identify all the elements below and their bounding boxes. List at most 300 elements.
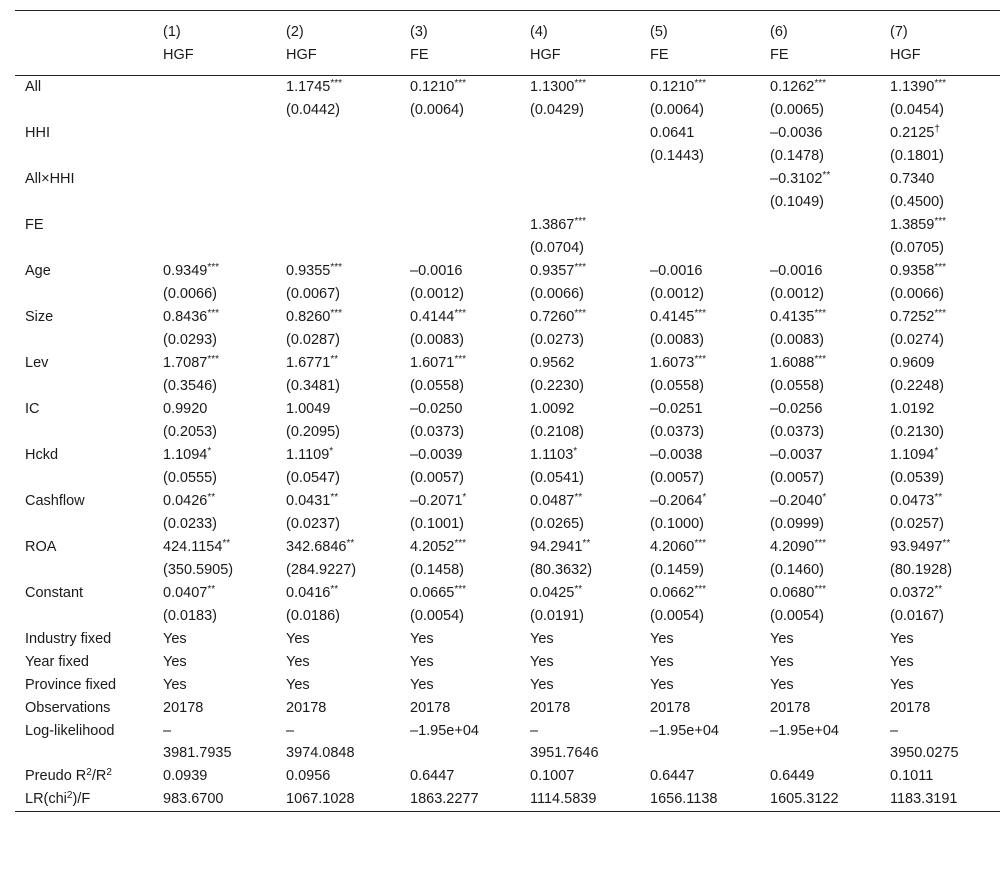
- year-fixed-row: [15, 651, 1000, 674]
- coef-cell: [520, 398, 640, 421]
- coef-value: 0.8436: [163, 309, 208, 325]
- row-label-empty: [15, 237, 153, 260]
- coef-cell: [640, 582, 760, 605]
- coef-value: 0.4145: [650, 309, 695, 325]
- standard-error-cell: (0.0054): [410, 608, 465, 624]
- standard-error-cell: (0.1478): [770, 148, 825, 164]
- significance-mark: ***: [330, 308, 343, 319]
- standard-error-cell: (0.0066): [530, 286, 585, 302]
- se-row: [15, 467, 1000, 490]
- cell: 0.0956: [286, 768, 331, 784]
- coef-value: 0.0431: [286, 493, 331, 509]
- coef-value: –0.0037: [770, 447, 823, 463]
- standard-error-cell: (0.1460): [770, 562, 825, 578]
- coef-cell: [153, 306, 276, 329]
- coef-cell: [640, 122, 760, 145]
- significance-mark: ***: [694, 78, 707, 89]
- row-label-empty: [15, 421, 153, 444]
- standard-error-cell: [640, 191, 760, 214]
- significance-mark: *: [329, 446, 334, 457]
- significance-mark: ***: [207, 308, 220, 319]
- standard-error-cell: [400, 237, 520, 260]
- coef-value: 0.0680: [770, 585, 815, 601]
- significance-mark: ***: [694, 584, 707, 595]
- model-name: FE: [760, 42, 880, 76]
- coef-value: 0.7340: [890, 171, 935, 187]
- coef-cell: [640, 260, 760, 283]
- coef-value: –0.0016: [410, 263, 463, 279]
- significance-mark: ***: [330, 78, 343, 89]
- significance-mark: **: [582, 538, 591, 549]
- standard-error-cell: (0.0057): [410, 470, 465, 486]
- cell: Yes: [530, 631, 554, 647]
- coef-row: [15, 76, 1000, 100]
- coef-value: –0.0038: [650, 447, 703, 463]
- standard-error-cell: (0.0555): [163, 470, 218, 486]
- coef-cell: [400, 214, 520, 237]
- coef-row: [15, 352, 1000, 375]
- significance-mark: ***: [574, 308, 587, 319]
- coef-cell: [520, 76, 640, 100]
- significance-mark: ***: [694, 354, 707, 365]
- standard-error-cell: (0.1443): [650, 148, 705, 164]
- coef-cell: [153, 582, 276, 605]
- model-name: HGF: [880, 42, 1000, 76]
- cell: 20178: [770, 700, 811, 716]
- coef-cell: [880, 122, 1000, 145]
- header-corner: [15, 42, 153, 76]
- coef-value: –0.2071: [410, 493, 463, 509]
- coef-value: 0.9357: [530, 263, 575, 279]
- coef-value: 0.0487: [530, 493, 575, 509]
- coef-cell: [400, 490, 520, 513]
- se-row: [15, 559, 1000, 582]
- coef-row: [15, 122, 1000, 145]
- cell: Yes: [163, 631, 187, 647]
- cell: 20178: [410, 700, 451, 716]
- coef-cell: [400, 76, 520, 100]
- coef-row: [15, 168, 1000, 191]
- significance-mark: ***: [454, 584, 467, 595]
- cell: 20178: [530, 700, 571, 716]
- coef-value: –0.2064: [650, 493, 703, 509]
- standard-error-cell: (0.2108): [530, 424, 585, 440]
- header-row-numbers: [15, 11, 1000, 43]
- coef-value: 1.1103: [530, 447, 574, 463]
- coef-value: 0.7260: [530, 309, 575, 325]
- row-label: LR(chi$^2$)/F: [15, 788, 153, 812]
- significance-mark: ***: [694, 308, 707, 319]
- coef-cell: [400, 122, 520, 145]
- cell: – 3951.7646: [530, 723, 599, 761]
- significance-mark: ***: [330, 262, 343, 273]
- standard-error-cell: (0.0287): [286, 332, 341, 348]
- coef-value: 0.0416: [286, 585, 331, 601]
- coefficient-rows: [15, 76, 1000, 629]
- coef-cell: [760, 352, 880, 375]
- coef-cell: [760, 582, 880, 605]
- coef-cell: [153, 444, 276, 467]
- standard-error-cell: (0.0065): [770, 102, 825, 118]
- significance-mark: **: [942, 538, 951, 549]
- column-number: (7): [880, 11, 1000, 43]
- coef-value: 0.4135: [770, 309, 815, 325]
- coef-cell: [880, 214, 1000, 237]
- significance-mark: **: [207, 584, 216, 595]
- standard-error-cell: (0.1458): [410, 562, 465, 578]
- regression-table: [15, 10, 1000, 812]
- row-label: All×HHI: [25, 171, 75, 187]
- coef-cell: [880, 398, 1000, 421]
- standard-error-cell: (0.3481): [286, 378, 341, 394]
- significance-mark: **: [330, 354, 339, 365]
- row-label-empty: [15, 283, 153, 306]
- standard-error-cell: (0.2230): [530, 378, 585, 394]
- coef-value: 0.0641: [650, 125, 695, 141]
- coef-value: –0.0016: [650, 263, 703, 279]
- cell: 0.1007: [530, 768, 575, 784]
- standard-error-cell: (0.1459): [650, 562, 705, 578]
- row-label-empty: [15, 605, 153, 628]
- cell: 0.6447: [410, 768, 455, 784]
- standard-error-cell: (0.0705): [890, 240, 945, 256]
- coef-cell: [400, 168, 520, 191]
- significance-mark: ***: [207, 354, 220, 365]
- significance-mark: *: [573, 446, 578, 457]
- coef-cell: [880, 444, 1000, 467]
- coef-cell: [760, 490, 880, 513]
- se-row: [15, 513, 1000, 536]
- coef-cell: [880, 582, 1000, 605]
- coef-cell: [880, 352, 1000, 375]
- model-name: FE: [400, 42, 520, 76]
- significance-mark: ***: [934, 78, 947, 89]
- row-label: Hckd: [25, 447, 59, 463]
- standard-error-cell: [153, 145, 276, 168]
- cell: – 3981.7935: [163, 723, 232, 761]
- column-number: (6): [760, 11, 880, 43]
- standard-error-cell: (0.0183): [163, 608, 218, 624]
- coef-cell: [276, 490, 400, 513]
- standard-error-cell: [520, 191, 640, 214]
- coef-cell: [153, 352, 276, 375]
- cell: 20178: [163, 700, 204, 716]
- cell: 1605.3122: [760, 788, 880, 812]
- cell: Yes: [530, 654, 554, 670]
- coef-cell: [760, 536, 880, 559]
- coef-cell: [276, 398, 400, 421]
- standard-error-cell: [276, 145, 400, 168]
- cell: 20178: [286, 700, 327, 716]
- standard-error-cell: (0.0558): [410, 378, 465, 394]
- standard-error-cell: (0.2130): [890, 424, 945, 440]
- row-label: Preudo $R^2/R^2$: [25, 767, 112, 784]
- coef-cell: [276, 582, 400, 605]
- row-label-empty: [15, 467, 153, 490]
- row-label-empty: [15, 559, 153, 582]
- standard-error-cell: (0.0083): [770, 332, 825, 348]
- standard-error-cell: (0.1049): [770, 194, 825, 210]
- standard-error-cell: (0.2053): [163, 424, 218, 440]
- significance-mark: ***: [814, 538, 827, 549]
- header-corner: [15, 11, 153, 43]
- cell: Yes: [286, 654, 310, 670]
- significance-mark: ***: [207, 262, 220, 273]
- column-number: (5): [640, 11, 760, 43]
- model-name: HGF: [153, 42, 276, 76]
- coef-value: 0.9349: [163, 263, 208, 279]
- row-label: Year fixed: [25, 654, 89, 670]
- se-row: [15, 329, 1000, 352]
- coef-cell: [153, 398, 276, 421]
- coef-value: –0.0039: [410, 447, 463, 463]
- coef-cell: [760, 398, 880, 421]
- coef-value: 0.9358: [890, 263, 935, 279]
- significance-mark: *: [702, 492, 707, 503]
- standard-error-cell: (0.0233): [163, 516, 218, 532]
- standard-error-cell: (0.0054): [650, 608, 705, 624]
- se-row: [15, 99, 1000, 122]
- coef-cell: [276, 214, 400, 237]
- coef-value: 0.9355: [286, 263, 331, 279]
- coef-cell: [880, 260, 1000, 283]
- standard-error-cell: (80.3632): [530, 562, 593, 578]
- standard-error-cell: (0.0064): [410, 102, 465, 118]
- coef-cell: [400, 444, 520, 467]
- standard-error-cell: (0.0558): [650, 378, 705, 394]
- coef-value: –0.3102: [770, 171, 823, 187]
- row-label: Cashflow: [25, 493, 85, 509]
- coef-value: 0.0662: [650, 585, 695, 601]
- significance-mark: **: [822, 170, 831, 181]
- significance-mark: *: [207, 446, 212, 457]
- row-label: Lev: [25, 355, 49, 371]
- standard-error-cell: (0.0191): [530, 608, 585, 624]
- coef-cell: [276, 168, 400, 191]
- standard-error-cell: (0.0558): [770, 378, 825, 394]
- standard-error-cell: (0.0057): [650, 470, 705, 486]
- coef-cell: [760, 444, 880, 467]
- coef-cell: [400, 352, 520, 375]
- cell: Yes: [650, 654, 674, 670]
- row-label: Industry fixed: [25, 631, 112, 647]
- significance-mark: ***: [574, 216, 587, 227]
- log-likelihood-row: [15, 720, 1000, 765]
- standard-error-cell: (0.0293): [163, 332, 218, 348]
- coef-cell: [760, 168, 880, 191]
- coef-value: 1.6071: [410, 355, 455, 371]
- standard-error-cell: [520, 145, 640, 168]
- coef-cell: [640, 444, 760, 467]
- significance-mark: **: [934, 584, 943, 595]
- se-row: [15, 145, 1000, 168]
- se-row: [15, 283, 1000, 306]
- coef-value: 4.2060: [650, 539, 695, 555]
- coef-cell: [640, 214, 760, 237]
- coef-cell: [520, 214, 640, 237]
- coef-cell: [153, 536, 276, 559]
- significance-mark: **: [330, 584, 339, 595]
- significance-mark: ***: [454, 78, 467, 89]
- coef-row: [15, 582, 1000, 605]
- significance-mark: ***: [694, 538, 707, 549]
- standard-error-cell: (0.0186): [286, 608, 341, 624]
- se-row: [15, 191, 1000, 214]
- coef-value: 0.0426: [163, 493, 208, 509]
- header-row-models: [15, 42, 1000, 76]
- standard-error-cell: (0.0054): [770, 608, 825, 624]
- standard-error-cell: (0.0442): [286, 102, 341, 118]
- standard-error-cell: (0.0547): [286, 470, 341, 486]
- cell: 0.1011: [890, 768, 934, 784]
- row-label: Observations: [25, 700, 111, 716]
- cell: 20178: [650, 700, 691, 716]
- coef-value: 0.0473: [890, 493, 935, 509]
- standard-error-cell: (0.0257): [890, 516, 945, 532]
- model-name: FE: [640, 42, 760, 76]
- coef-cell: [760, 214, 880, 237]
- coef-value: –0.0036: [770, 125, 823, 141]
- cell: Yes: [163, 677, 187, 693]
- coef-row: [15, 536, 1000, 559]
- coef-value: –0.0251: [650, 401, 703, 417]
- coef-value: 0.2125: [890, 125, 935, 141]
- standard-error-cell: (0.0429): [530, 102, 585, 118]
- coef-value: 1.1109: [286, 447, 330, 463]
- coef-cell: [520, 352, 640, 375]
- pseudo-r2-row: [15, 765, 1000, 788]
- coef-value: 1.0092: [530, 401, 575, 417]
- coef-value: –0.0256: [770, 401, 823, 417]
- row-label-empty: [15, 99, 153, 122]
- standard-error-cell: (0.0057): [770, 470, 825, 486]
- coef-value: –0.2040: [770, 493, 823, 509]
- coef-value: 424.1154: [163, 539, 223, 555]
- coef-cell: [880, 536, 1000, 559]
- coef-row: [15, 214, 1000, 237]
- coef-cell: [153, 76, 276, 100]
- row-label-empty: [15, 329, 153, 352]
- coef-row: [15, 306, 1000, 329]
- cell: 1114.5839: [520, 788, 640, 812]
- standard-error-cell: (0.0454): [890, 102, 945, 118]
- standard-error-cell: (350.5905): [163, 562, 234, 578]
- coef-value: 1.0049: [286, 401, 331, 417]
- row-label: HHI: [25, 125, 50, 141]
- coef-cell: [760, 306, 880, 329]
- coef-cell: [276, 260, 400, 283]
- model-name: HGF: [520, 42, 640, 76]
- standard-error-cell: (0.1801): [890, 148, 945, 164]
- coef-cell: [276, 536, 400, 559]
- industry-fixed-row: [15, 628, 1000, 651]
- standard-error-cell: [276, 191, 400, 214]
- significance-mark: ***: [574, 78, 587, 89]
- coef-cell: [153, 168, 276, 191]
- footer-rows: [15, 628, 1000, 812]
- coef-cell: [400, 260, 520, 283]
- coef-value: 0.0665: [410, 585, 455, 601]
- significance-mark: *: [934, 446, 939, 457]
- significance-mark: ***: [934, 308, 947, 319]
- row-label: Log-likelihood: [25, 723, 115, 739]
- column-number: (1): [153, 11, 276, 43]
- significance-mark: ***: [814, 354, 827, 365]
- cell: 1067.1028: [276, 788, 400, 812]
- coef-row: [15, 490, 1000, 513]
- coef-value: 0.4144: [410, 309, 455, 325]
- standard-error-cell: (0.0373): [410, 424, 465, 440]
- coef-cell: [153, 260, 276, 283]
- coef-value: 0.9562: [530, 355, 575, 371]
- significance-mark: ***: [814, 308, 827, 319]
- significance-mark: ***: [814, 584, 827, 595]
- cell: 1183.3191: [880, 788, 1000, 812]
- coef-value: 1.1390: [890, 79, 935, 95]
- standard-error-cell: [400, 145, 520, 168]
- standard-error-cell: (0.0064): [650, 102, 705, 118]
- row-label: All: [25, 79, 42, 95]
- coef-value: 0.1262: [770, 79, 815, 95]
- coef-cell: [520, 168, 640, 191]
- standard-error-cell: (0.0265): [530, 516, 585, 532]
- coef-cell: [153, 490, 276, 513]
- coef-cell: [640, 168, 760, 191]
- coef-value: 4.2090: [770, 539, 815, 555]
- coef-value: 1.6088: [770, 355, 815, 371]
- standard-error-cell: (0.0541): [530, 470, 585, 486]
- column-number: (4): [520, 11, 640, 43]
- coef-cell: [640, 76, 760, 100]
- lr-chi2-row: [15, 788, 1000, 812]
- standard-error-cell: (0.1001): [410, 516, 465, 532]
- coef-cell: [520, 490, 640, 513]
- significance-mark: **: [574, 584, 583, 595]
- coef-value: 1.3867: [530, 217, 575, 233]
- coef-row: [15, 398, 1000, 421]
- significance-mark: ***: [814, 78, 827, 89]
- coef-value: 1.6073: [650, 355, 695, 371]
- standard-error-cell: (0.1000): [650, 516, 705, 532]
- coef-cell: [640, 490, 760, 513]
- coef-cell: [880, 306, 1000, 329]
- cell: Yes: [286, 677, 310, 693]
- observations-row: [15, 697, 1000, 720]
- standard-error-cell: [276, 237, 400, 260]
- cell: 0.6449: [770, 768, 815, 784]
- coef-cell: [400, 398, 520, 421]
- coef-value: 342.6846: [286, 539, 347, 555]
- standard-error-cell: (0.0012): [410, 286, 465, 302]
- cell: Yes: [410, 631, 434, 647]
- significance-mark: ***: [934, 262, 947, 273]
- coef-cell: [640, 306, 760, 329]
- cell: Yes: [770, 677, 794, 693]
- coef-value: 94.2941: [530, 539, 583, 555]
- coef-cell: [520, 306, 640, 329]
- coef-cell: [880, 168, 1000, 191]
- coef-value: 93.9497: [890, 539, 943, 555]
- cell: Yes: [770, 654, 794, 670]
- coef-cell: [760, 76, 880, 100]
- coef-cell: [276, 444, 400, 467]
- standard-error-cell: (0.2248): [890, 378, 945, 394]
- row-label: ROA: [25, 539, 57, 555]
- row-label: FE: [25, 217, 44, 233]
- standard-error-cell: (0.0167): [890, 608, 945, 624]
- cell: 983.6700: [153, 788, 276, 812]
- coef-cell: [520, 122, 640, 145]
